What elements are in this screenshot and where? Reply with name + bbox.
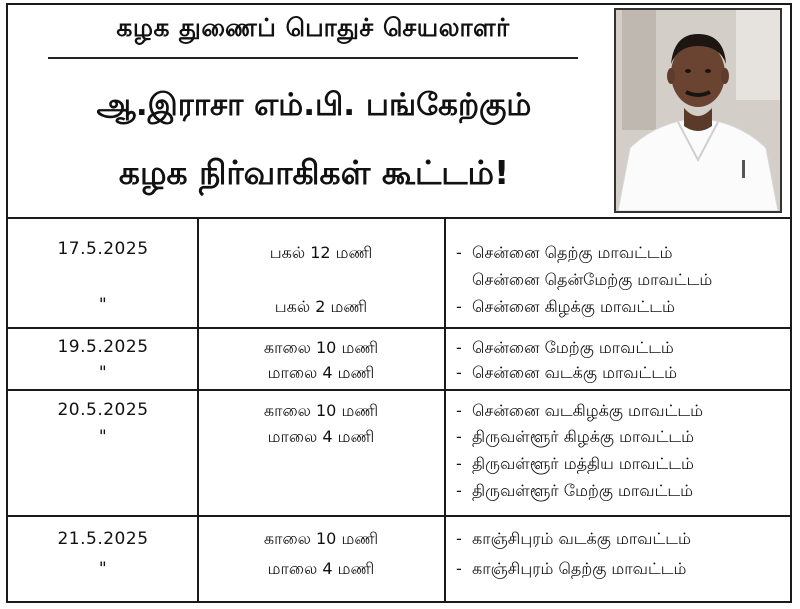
column-divider (197, 217, 199, 603)
schedule-table (8, 217, 790, 605)
ditto-mark: " (98, 295, 108, 315)
district-name: திருவள்ளூர் மேற்கு மாவட்டம் (472, 481, 693, 500)
district-name: சென்னை தெற்கு மாவட்டம் (472, 243, 673, 262)
speaker-portrait-image (616, 10, 780, 211)
meeting-date: 21.5.2025 (57, 529, 149, 549)
notice-title-line-2: கழக நிர்வாகிகள் கூட்டம்! (118, 153, 510, 192)
notice-subtitle: கழக துணைப் பொதுச் செயலாளர் (116, 13, 510, 42)
district-name: காஞ்சிபுரம் வடக்கு மாவட்டம் (472, 529, 691, 548)
ditto-mark: " (98, 559, 108, 579)
schedule-row: 17.5.2025 " பகல் 12 மணி பகல் 2 மணி - சென்னை தெற்கு மாவட்டம் சென்னை தென்மேற்கு மாவட்டம் - சென்னை கிழக்கு மாவட்டம் (8, 219, 790, 329)
district-name: சென்னை வடகிழக்கு மாவட்டம் (472, 401, 703, 420)
title-divider (48, 57, 578, 59)
district-name: சென்னை தென்மேற்கு மாவட்டம் (472, 270, 713, 289)
meeting-time: காலை 10 மணி (263, 338, 379, 357)
schedule-row: 19.5.2025 " காலை 10 மணி மாலை 4 மணி - சென்னை மேற்கு மாவட்டம் - சென்னை வடக்கு மாவட்டம் (8, 329, 790, 391)
meeting-time: காலை 10 மணி (263, 401, 379, 420)
meeting-time: பகல் 2 மணி (274, 297, 368, 316)
district-name: சென்னை கிழக்கு மாவட்டம் (472, 297, 675, 316)
ditto-mark: " (98, 427, 108, 447)
notice-frame (6, 3, 792, 603)
meeting-time: மாலை 4 மணி (267, 363, 375, 382)
notice-header (8, 5, 790, 217)
district-name: திருவள்ளூர் மத்திய மாவட்டம் (472, 454, 694, 473)
column-divider (444, 217, 446, 603)
district-name: காஞ்சிபுரம் தெற்கு மாவட்டம் (472, 559, 687, 578)
meeting-date: 19.5.2025 (57, 337, 149, 357)
meeting-date: 20.5.2025 (57, 400, 149, 420)
district-name: திருவள்ளூர் கிழக்கு மாவட்டம் (472, 427, 695, 446)
meeting-time: மாலை 4 மணி (267, 559, 375, 578)
meeting-date: 17.5.2025 (57, 239, 149, 259)
meeting-time: பகல் 12 மணி (269, 243, 373, 262)
meeting-time: காலை 10 மணி (263, 529, 379, 548)
district-name: சென்னை வடக்கு மாவட்டம் (472, 363, 677, 382)
schedule-row: 21.5.2025 " காலை 10 மணி மாலை 4 மணி - காஞ்சிபுரம் வடக்கு மாவட்டம் - காஞ்சிபுரம் தெற்கு மாவட்டம் (8, 517, 790, 605)
schedule-row: 20.5.2025 " காலை 10 மணி மாலை 4 மணி - சென்னை வடகிழக்கு மாவட்டம் - திருவள்ளூர் கிழக்கு மாவட்டம் - திருவள்ளூர் மத்திய மாவட்டம் - திருவள்ளூர் மேற்கு மாவட்டம் (8, 391, 790, 517)
meeting-time: மாலை 4 மணி (267, 427, 375, 446)
notice-title-line-1: ஆ.இராசா எம்.பி. பங்கேற்கும் (96, 87, 532, 123)
speaker-photo (614, 8, 782, 213)
ditto-mark: " (98, 363, 108, 383)
district-name: சென்னை மேற்கு மாவட்டம் (472, 338, 674, 357)
